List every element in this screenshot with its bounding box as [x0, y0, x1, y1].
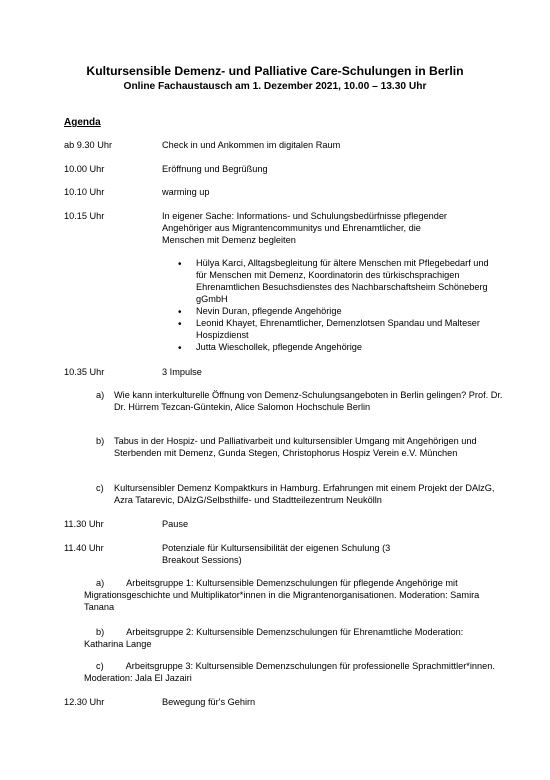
agenda-description: In eigener Sache: Informations- und Schulungsbedürfnisse pflegender Angehöriger aus Migrantencommunitys und Ehrenamtlicher, die Menschen mit Demenz begleiten [162, 211, 447, 245]
agenda-description: 3 Impulse [162, 367, 202, 377]
impulse-letter: a) [96, 390, 105, 400]
agenda-time: 11.40 Uhr [64, 543, 104, 553]
agenda-description: Check in und Ankommen im digitalen Raum [162, 140, 341, 150]
impulse-text: Kultursensibler Demenz Kompaktkurs in Hamburg. Erfahrungen mit einem Projekt der DAlzG, Azra Tatarevic, DAlzG/Selbsthilfe- und Stadtteilezentrum Neukölln [114, 483, 495, 505]
document-title: Kultursensible Demenz- und Palliative Care-Schulungen in Berlin [86, 64, 464, 78]
agenda-time: 10.35 Uhr [64, 367, 105, 377]
impulse-letter: b) [96, 436, 105, 446]
agenda-time: 11.30 Uhr [64, 519, 104, 529]
agenda-description: Bewegung für's Gehirn [162, 697, 256, 707]
agenda-description: Pause [162, 519, 189, 529]
document-subtitle: Online Fachaustausch am 1. Dezember 2021, 10.00 – 13.30 Uhr [123, 81, 427, 92]
speaker-item: • Nevin Duran, pflegende Angehörige [196, 306, 496, 318]
agenda-description: warming up [162, 187, 210, 197]
agenda-time: ab 9.30 Uhr [64, 140, 113, 150]
breakout-text: Arbeitsgruppe 1: Kultursensible Demenzschulungen für pflegende Angehörige mit Migrationsgeschichte und Multiplikator*innen in die Migrantenorganisationen. Moderation: Samira Tanana [84, 578, 480, 612]
breakout-letter: b) [96, 627, 105, 637]
impulse-text: Wie kann interkulturelle Öffnung von Demenz-Schulungsangeboten in Berlin gelingen? Prof. Dr. Dr. Hürrem Tezcan-Güntekin, Alice Salomon Hochschule Berlin [114, 390, 503, 412]
breakout-letter: c) [96, 661, 104, 671]
agenda-time: 10.15 Uhr [64, 211, 105, 221]
breakout-text: Arbeitsgruppe 2: Kultursensible Demenzschulungen für Ehrenamtliche Moderation: Katharina Lange [84, 627, 464, 649]
speaker-item: • Hülya Karci, Alltagsbegleitung für ältere Menschen mit Pflegebedarf und für Menschen mit Demenz, Koordinatorin des türkischsprachigen Ehrenamtlichen Besuchsdienstes des Nachbarschaftsheim Schöneberg gGmbH [196, 258, 496, 306]
speaker-item: • Leonid Khayet, Ehrenamtlicher, Demenzlotsen Spandau und Malteser Hospizdienst [196, 318, 496, 342]
speaker-list [196, 258, 496, 354]
impulse-text: Tabus in der Hospiz- und Palliativarbeit und kultursensibler Umgang mit Angehörigen und Sterbenden mit Demenz, Gunda Stegen, Christophorus Hospiz Verein e.V. München [114, 436, 477, 458]
agenda-description: Potenziale für Kultursensibilität der eigenen Schulung (3 Breakout Sessions) [162, 543, 391, 565]
breakout-text: Arbeitsgruppe 3: Kultursensible Demenzschulungen für professionelle Sprachmittler*innen. Moderation: Jala El Jazairi [84, 661, 495, 683]
breakout-letter: a) [96, 578, 105, 588]
agenda-time: 12.30 Uhr [64, 697, 105, 707]
breakout-item [84, 661, 504, 685]
agenda-time: 10.00 Uhr [64, 164, 105, 174]
breakout-item [84, 578, 504, 614]
agenda-description: Eröffnung und Begrüßung [162, 164, 268, 174]
breakout-item [84, 627, 504, 651]
speaker-item: • Jutta Wieschollek, pflegende Angehörige [196, 342, 496, 354]
agenda-time: 10.10 Uhr [64, 187, 105, 197]
impulse-letter: c) [96, 483, 104, 493]
agenda-heading: Agenda [64, 117, 101, 128]
